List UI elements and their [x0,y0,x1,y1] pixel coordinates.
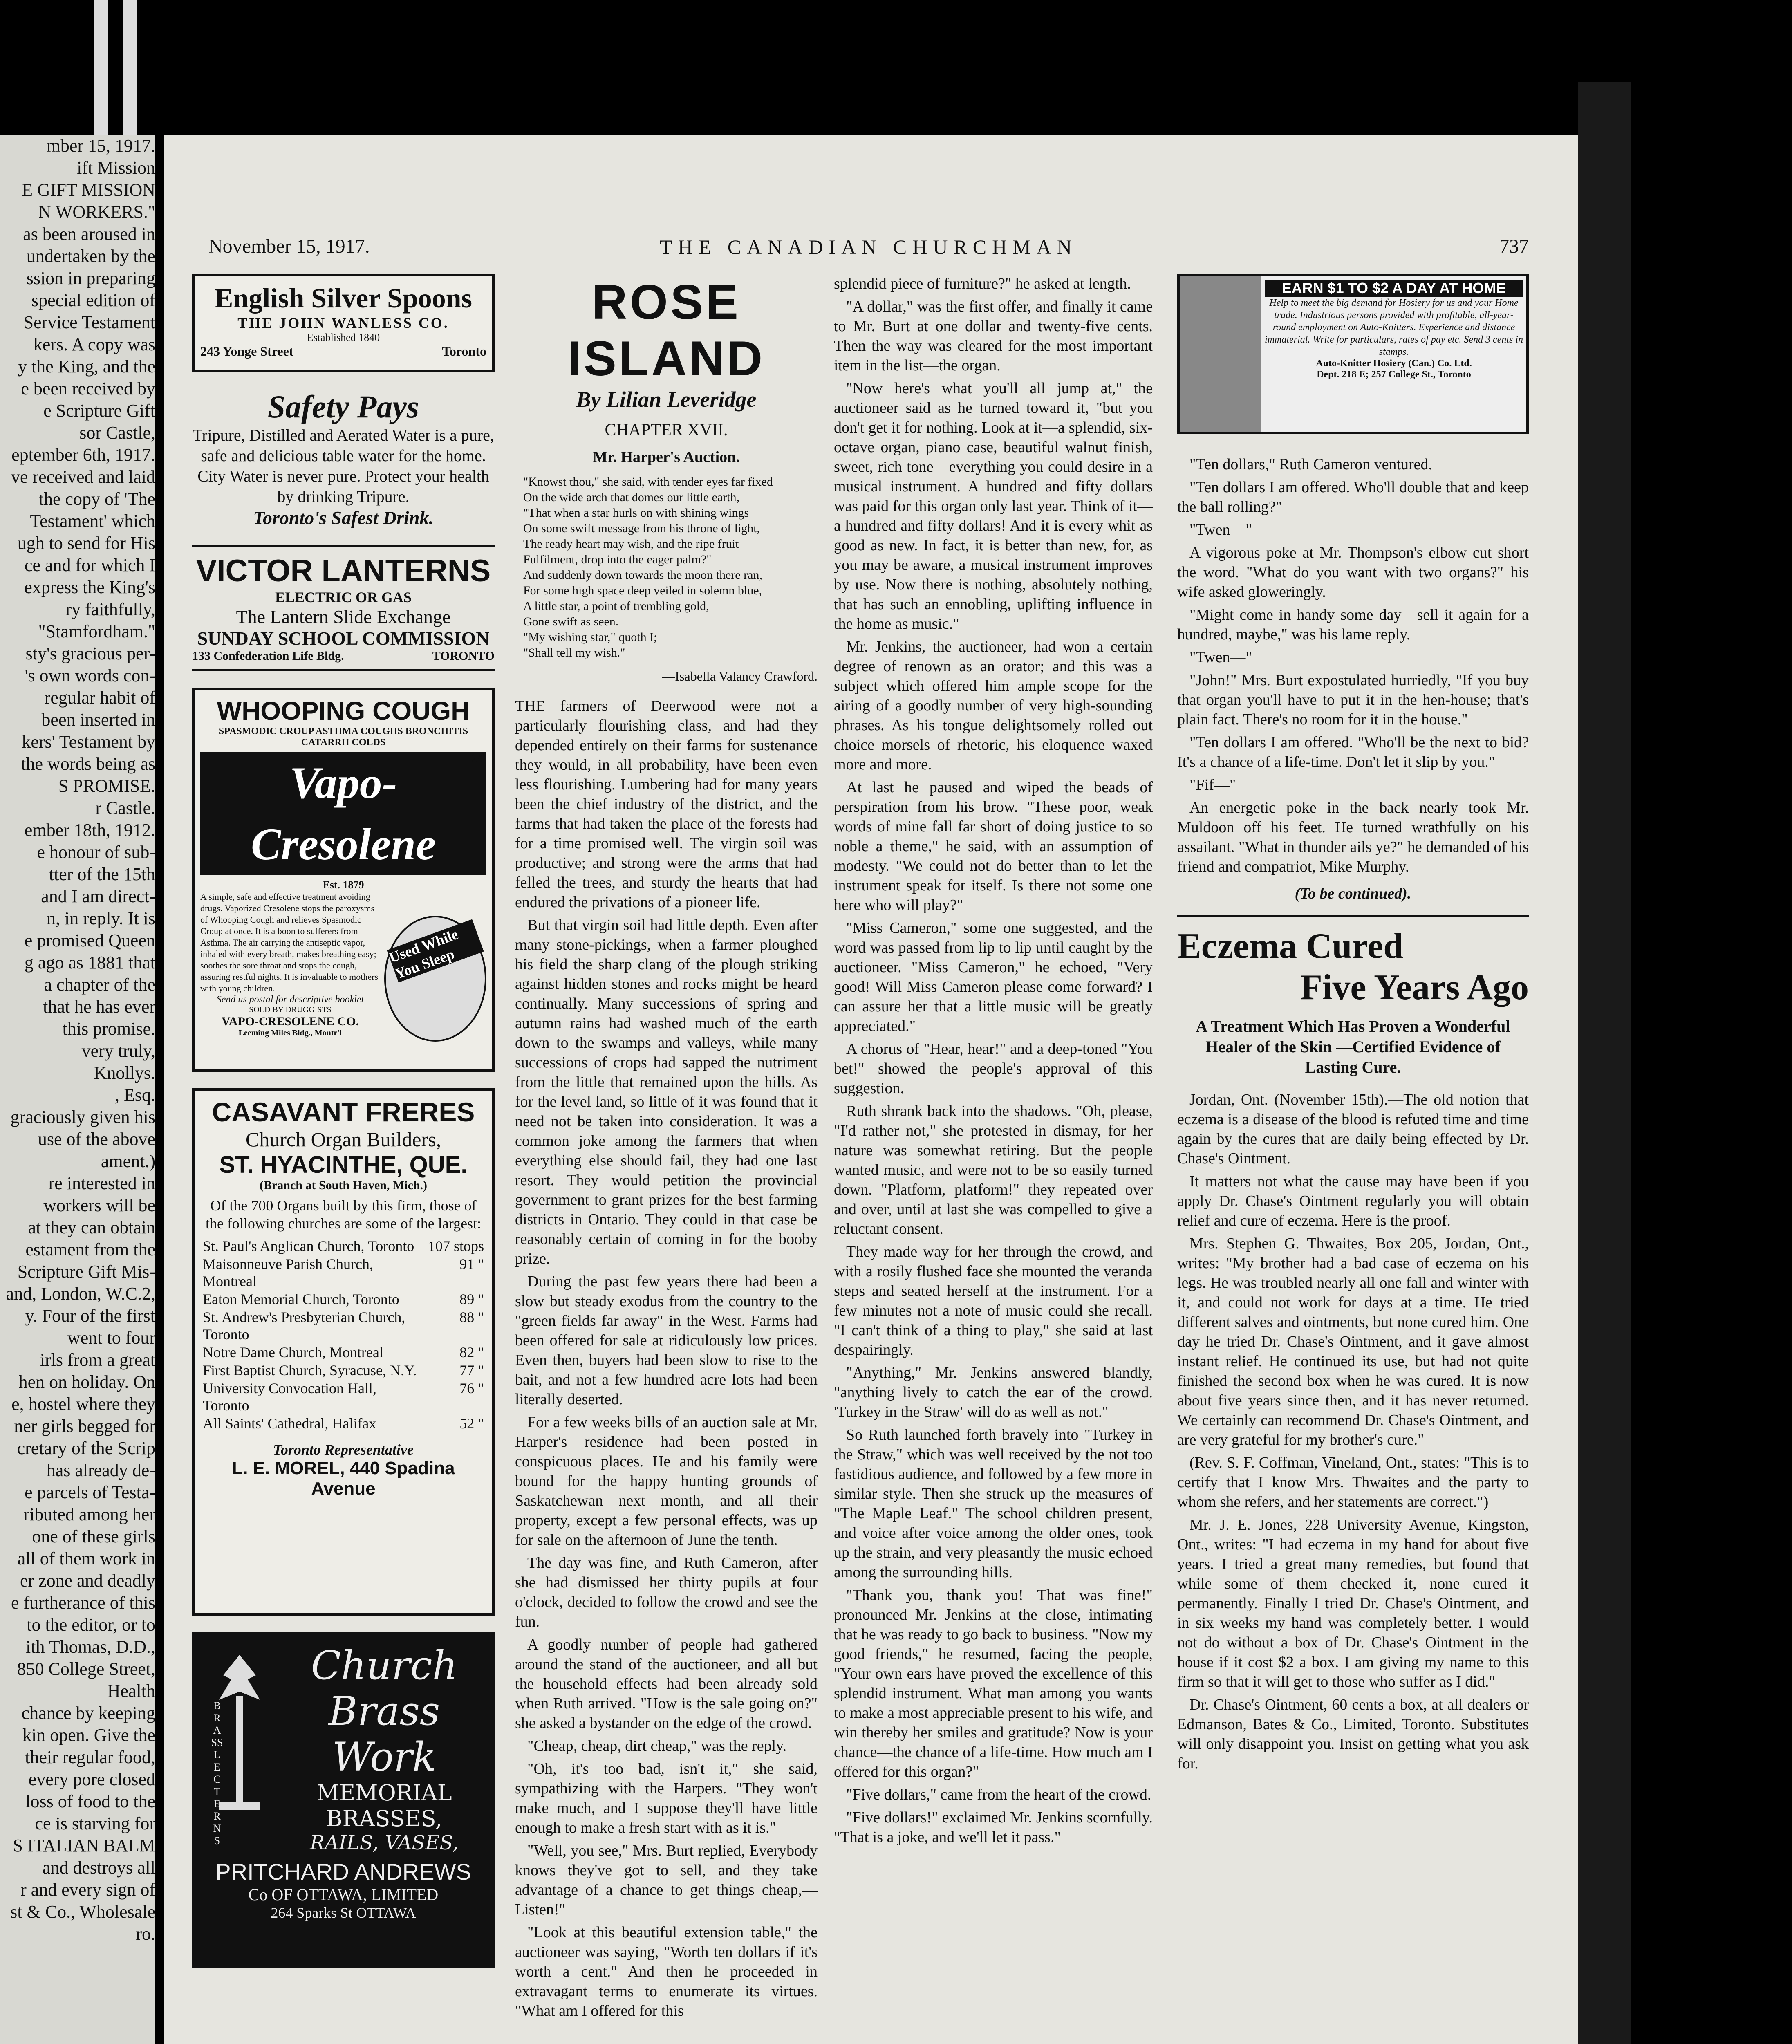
stop-count: 107 stops [428,1238,484,1254]
story-paragraph: The day was fine, and Ruth Cameron, after she had dismissed her thirty pupils at four o'clock, decided to follow the crowd and see the fun. [515,1554,818,1630]
church-name: Maisonneuve Parish Church, Montreal [203,1256,373,1289]
left-page-line: undertaken by the [26,246,155,266]
brand-logo: Vapo-Cresolene [200,752,486,875]
left-page-line: loss of food to the [25,1791,155,1811]
right-column [1177,274,1529,1777]
ad-line: Work [332,1734,436,1780]
left-page-line: at they can obtain [28,1217,155,1237]
church-name: Eaton Memorial Church, Toronto [203,1291,399,1307]
ad-title: EARN $1 TO $2 A DAY AT HOME [1265,280,1523,297]
whooping-cough-ad [192,688,495,1072]
church-name: University Convocation Hall, Toronto [203,1380,376,1414]
left-page-line: ember 18th, 1912. [24,820,155,840]
story-paragraph: During the past few years there had been a slow but steady exodus from the country to the "green fields far away" in the West. Farms had been offered for sale at ridiculously low prices. Even then, buyers had been slow to rise to the bait, and not a few hundred acre lots had been literally deserted. [515,1273,818,1408]
left-page-line: and, London, W.C.2, [6,1284,155,1304]
poem-line: "Shall tell my wish." [523,646,625,659]
organ-row [201,1291,486,1308]
ad-established: Established 1840 [307,332,380,343]
left-page-line: and destroys all [42,1858,155,1878]
ad-company: Auto-Knitter Hosiery (Can.) Co. Ltd. [1316,358,1472,369]
ad-company: VAPO-CRESOLENE CO. [221,1015,359,1028]
story-paragraph: "Look at this beautiful extension table," the auctioneer was saying, "Worth ten dollars if it's worth a cent." And then he proceeded in extravagant terms to enumerate its virtues. "What am I offered for this [515,1924,818,2019]
casavant-ad [192,1088,495,1616]
left-page-line: irls from a great [40,1350,155,1370]
story-paragraph: "Fif—" [1189,776,1236,793]
left-page-line: regular habit of [44,688,155,708]
left-page-line: ributed among her [23,1504,155,1524]
ad-line: SUNDAY SCHOOL COMMISSION [197,628,490,649]
poem-line: The ready heart may wish, and the ripe fruit [523,537,739,551]
story-paragraph: "Ten dollars," Ruth Cameron ventured. [1189,456,1433,473]
left-page-line: e Scripture Gift [43,401,155,421]
film-mark [94,0,108,147]
left-page-line: ce is starving for [35,1813,155,1833]
ad-body: A simple, safe and effective treatment avoiding drugs. Vaporized Cresolene stops the paroxysms of Whooping Cough and relieves Spasmodic Croup at once. It is a boon to sufferers from Asthma. The air carrying the antiseptic vapor, inhaled with every breath, makes breathing easy; soothes the sore throat and stops the cough, assuring restful nights. It is invaluable to mothers with young children. [200,892,379,993]
left-page-line: "Stamfordham." [38,621,155,641]
story-paragraph: "Well, you see," Mrs. Burt replied, Everybody knows they've got to sell, and they take advantage of a chance to get things cheap,—Listen!" [515,1842,818,1918]
ad-slogan: Toronto's Safest Drink. [253,507,434,528]
ad-established: Est. 1879 [323,879,364,891]
left-page-line: e, hostel where they [11,1394,155,1414]
left-page-line: sty's gracious per- [25,643,155,663]
left-page-line: ift Mission [77,158,155,178]
left-page-line: tter of the 15th [49,864,155,884]
poem-line: On the wide arch that domes our little earth, [523,491,739,504]
ad-address: 133 Confederation Life Bldg. [192,649,344,663]
church-name: All Saints' Cathedral, Halifax [203,1415,376,1432]
poem-credit: —Isabella Valancy Crawford. [662,669,818,684]
organ-row [201,1415,486,1432]
ad-badge: Used While You Sleep [387,919,484,983]
epigraph-poem [523,474,818,661]
poem-line: For some high space deep veiled in solemn blue, [523,584,762,597]
ad-company: PRITCHARD ANDREWS [215,1859,471,1885]
ad-ailments: SPASMODIC CROUP ASTHMA COUGHS BRONCHITIS CATARRH COLDS [218,726,468,748]
ad-postal: Send us postal for descriptive booklet [216,994,364,1005]
story-paragraph: "Now here's what you'll all jump at," the auctioneer said as he turned toward it, "but you don't get it for nothing. Look at it—a splendid, six-octave organ, piano case, beautiful walnut finish, sweet, rich tone—everything you could desire in a musical instrument. A hundred and fifty dollars was paid for this organ only last year. Think of it—a hundred and fifty dollars! And it is every whit as good as new. In fact, it is better than new, for, as you may be aware, a musical instrument improves by use. Now there is nothing, absolutely nothing, that has such an ennobling, uplifting influence in the home as music." [834,380,1153,632]
story-paragraph: "Five dollars," came from the heart of the crowd. [846,1786,1151,1803]
ad-address: 264 Sparks St OTTAWA [271,1905,416,1921]
church-name: St. Andrew's Presbyterian Church, Toronto [203,1309,405,1342]
left-page-line: e promised Queen [24,930,155,950]
to-be-continued: (To be continued). [1295,885,1411,902]
story-paragraph: "Twen—" [1189,521,1252,538]
poem-line: "My wishing star," quoth I; [523,630,657,644]
eczema-paragraph: (Rev. S. F. Coffman, Vineland, Ont., states: "This is to certify that I know Mrs. Thwaites and the party to whom she refers, and her statements are correct.") [1177,1454,1529,1511]
left-page-line: eptember 6th, 1917. [11,445,155,465]
sleeping-child-illustration [384,916,486,1042]
left-page-line: e furtherance of this [11,1593,155,1613]
left-page-line: ve received and laid [11,467,155,487]
film-mark [123,0,137,147]
ad-address: 243 Yonge Street [200,344,293,359]
left-page-line: S ITALIAN BALM [13,1836,155,1856]
poem-line: Gone swift as seen. [523,615,619,628]
left-page-line: has already de- [46,1460,155,1480]
left-page-line: Knollys. [94,1063,155,1083]
poem-line: And suddenly down towards the moon there ran, [523,568,762,582]
story-paragraph: A chorus of "Hear, hear!" and a deep-toned "You bet!" showed the people's approval of this suggestion. [834,1040,1153,1097]
left-page-line: use of the above [38,1129,155,1149]
story-paragraph: "Ten dollars I am offered. "Who'll be the next to bid? It's a chance of a life-time. Don't let it slip by you." [1177,734,1529,771]
eczema-text [1177,1090,1529,1773]
story-paragraph: "A dollar," was the first offer, and finally it came to Mr. Burt at one dollar and twenty-five cents. Then the way was cleared for the most important item in the list—the organ. [834,298,1153,374]
organ-row [201,1309,486,1343]
poem-line: On some swift message from his throne of light, [523,522,760,535]
ad-line: BRASSES, [326,1806,443,1831]
ad-title: Safety Pays [267,389,419,424]
left-page-line: kers' Testament by [22,732,155,752]
left-page-line: all of them work in [17,1549,155,1569]
left-page-line: E GIFT MISSION [22,180,155,200]
left-page-line: Testament' which [30,511,155,531]
stop-count: 82 " [459,1344,484,1360]
organ-row [201,1237,486,1255]
left-page-line: ament.) [101,1151,155,1171]
lectern-label: BRASS LECTERNS [211,1700,223,1847]
left-page-line: one of these girls [32,1526,155,1546]
left-page-line: r Castle. [95,798,155,818]
church-name: First Baptist Church, Syracuse, N.Y. [203,1362,417,1378]
chapter-subtitle: Mr. Harper's Auction. [593,448,740,466]
left-page-line: a chapter of the [44,975,155,995]
left-page-line: N WORKERS." [38,202,155,222]
ad-line: MEMORIAL [316,1780,452,1806]
left-page-line: y the King, and the [18,356,155,377]
book-spine [1578,82,1631,2044]
left-page-line: ssion in preparing [26,268,155,288]
ad-rep: L. E. MOREL, 440 Spadina Avenue [232,1458,455,1499]
ad-sub: ELECTRIC OR GAS [275,589,412,605]
left-page-line: sor Castle, [79,423,155,443]
ad-address: Leeming Miles Bldg., Montr'l [238,1029,342,1038]
left-page-fragment [0,135,155,2044]
eczema-paragraph: Jordan, Ont. (November 15th).—The old notion that eczema is a disease of the blood is refuted time and time again by the cures that are daily being effected by Dr. Chase's Ointment. [1177,1091,1529,1167]
ad-sub: Church Organ Builders, [245,1128,441,1151]
ad-title: English Silver Spoons [215,282,472,314]
left-page-line: S PROMISE. [58,776,155,796]
issue-date: November 15, 1917. [208,235,370,257]
left-page-line: as been aroused in [23,224,155,244]
eczema-title: Eczema Cured [1177,926,1404,966]
lanterns-ad [192,545,495,671]
left-page-line: e parcels of Testa- [25,1482,155,1502]
stop-count: 76 " [459,1380,484,1396]
knitting-woman-illustration [1180,276,1261,432]
chapter-heading: CHAPTER XVII. [605,421,728,439]
poem-line: A little star, a point of trembling gold, [523,599,709,613]
eagle-lectern-icon [211,1651,268,1847]
story-paragraph: "Five dollars!" exclaimed Mr. Jenkins scornfully. "That is a joke, and we'll let it pass." [834,1809,1153,1846]
left-page-line: chance by keeping [21,1703,155,1723]
story-paragraph: Mr. Jenkins, the auctioneer, had won a certain degree of renown as an orator; and this was a subject which offered him ample scope for the airing of a goodly number of very high-sounding phrases. As his tongue delightsomely rolled out choice morsels of rhetoric, his eloquence waxed more and more. [834,638,1153,773]
ad-company: THE JOHN WANLESS CO. [237,315,449,331]
left-page-line: ugh to send for His [17,533,155,553]
stop-count: 88 " [459,1309,484,1325]
page-header [208,235,1529,264]
spoons-ad [192,274,495,372]
story-paragraph: "Thank you, thank you! That was fine!" pronounced Mr. Jenkins at the close, intimating that he was ready to go back to business. "Now my good friends," he resumed, facing the people, "Your own ears have proved the excellence of this splendid instrument. What man among you wants to make a most appreciable present to his wife, and win thereby her smiles and gratitude? Now is your chance—the chance of a life-time. How much am I offered for this organ?" [834,1587,1153,1780]
eczema-subtitle: A Treatment Which Has Proven a Wonderful Healer of the Skin —Certified Evidence of Lasting Cure. [1196,1017,1510,1076]
story-text [1177,455,1529,876]
story-paragraph: So Ruth launched forth bravely into "Turkey in the Straw," which was well received by the not too fastidious audience, and followed by a few more in similar style. Then she struck up the measures of "The Maple Leaf." The school children present, and voice after voice among the older ones, took up the strain, and very pleasantly the music echoed among the surrounding hills. [834,1426,1153,1581]
story-paragraph: Ruth shrank back into the shadows. "Oh, please, "I'd rather not," she protested in dismay, for her nature was somewhat retiring. But the people wanted music, and were not to be so easily turned down. "Platform, platform!" they repeated over and over, until at last she was compelled to give a reluctant consent. [834,1103,1153,1237]
ad-body: Help to meet the big demand for Hosiery for us and your Home trade. Industrious persons provided with profitable, all-year-round employment on Auto-Knitters. Experience and distance immaterial. Write for particulars, rates of pay etc. Send 3 cents in stamps. [1265,298,1523,357]
story-paragraph: "John!" Mrs. Burt expostulated hurriedly, "If you buy that organ you'll have to put it in the hen-house; that's plain fact. There's no room for it in the house." [1177,672,1529,728]
left-page-line: been inserted in [41,710,155,730]
safety-ad [192,388,495,529]
left-page-line: er zone and deadly [20,1571,155,1591]
story-paragraph: "Oh, it's too bad, isn't it," she said, sympathizing with the Harpers. "They won't make much, and I suppose they'll have little enough to make a fresh start with as it is." [515,1760,818,1836]
story-paragraph: splendid piece of furniture?" he asked at length. [834,275,1131,292]
left-page-line: r and every sign of [20,1880,155,1900]
story-paragraph: "Cheap, cheap, dirt cheap," was the reply. [527,1737,787,1755]
church-name: St. Paul's Anglican Church, Toronto [203,1238,414,1254]
left-page-line: that he has ever [43,997,155,1017]
left-page-line: mber 15, 1917. [46,136,155,156]
story-paragraph: "Twen—" [1189,649,1252,666]
poem-line: "Knowst thou," she said, with tender eyes far fixed [523,475,773,489]
newspaper-page [164,135,1578,2044]
story-paragraph: At last he paused and wiped the beads of perspiration from his brow. "These poor, weak words of mine fall far short of doing justice to so noble a theme," he said, with an assumption of modesty. "We could not do better than to let the instrument speak for itself. Is there not some one here who will play?" [834,779,1153,914]
eczema-paragraph: It matters not what the cause may have been if you apply Dr. Chase's Ointment regularly you will obtain relief and cure of eczema. Here is the proof. [1177,1173,1529,1229]
story-paragraph: But that virgin soil had little depth. Even after many stone-pickings, when a farmer ploughed his field the sharp clang of the plough striking against hidden stones and rocks might be heard continually. Many successions of spring and autumn rains had washed much of the earth down to the swamps and valleys, while many successions of crops had sapped the nutriment from the little that remained upon the hills. As for the level land, so little of it was found that it need not be taken into consideration. It was a common joke among the farmers that when everything else should fail, they had one last resort. They would petition the provincial government to grant prizes for the best farming districts in Ontario. They could in that case be reasonably certain of coming in for the booby prize. [515,917,818,1267]
page-number: 737 [1499,235,1529,257]
left-page-line: e honour of sub- [37,842,155,862]
left-page-line: this promise. [62,1019,155,1039]
left-page-line: Service Testament [23,312,155,332]
left-page-line: ro. [136,1924,155,1944]
ad-rep-label: Toronto Representative [273,1441,414,1458]
story-paragraph: They made way for her through the crowd, and with a rosily flushed face she mounted the veranda steps and seated herself at the instrument. For a few minutes not a note of music could she recall. "I can't think of a thing to play," she said at last despairingly. [834,1243,1153,1358]
left-page-line: ith Thomas, D.D., [26,1637,155,1657]
left-page-line: kers. A copy was [33,334,155,354]
left-page-line: workers will be [43,1195,155,1215]
left-page-line: Health [107,1681,155,1701]
left-page-line: ry faithfully, [65,599,155,619]
eczema-paragraph: Mrs. Stephen G. Thwaites, Box 205, Jordan, Ont., writes: "My brother had a bad case of eczema on his legs. He was troubled nearly all one fall and winter with it, and could not work for days at a time. He tried different salves and ointments, but none cured him. One day he tried Dr. Chase's Ointment, and it gave almost instant relief. He continued its use, but had not quite finished the second box when he was cured. It is now about five years since then, and it has never returned. We certainly can recommend Dr. Chase's Ointment, and are very grateful for my brother's cure." [1177,1235,1529,1448]
left-page-line: y. Four of the first [25,1306,155,1326]
left-page-line: estament from the [25,1239,155,1260]
ad-title: WHOOPING COUGH [217,696,470,726]
ad-line: RAILS, VASES, [310,1831,459,1854]
left-page-line: n, in reply. It is [47,908,155,928]
left-page-line: graciously given his [10,1107,155,1127]
left-page-line: , Esq. [115,1085,155,1105]
left-page-line: Scripture Gift Mis- [17,1262,155,1282]
ad-line: Church [311,1643,458,1688]
ads-column [192,274,495,1968]
story-column-2 [834,274,1153,1850]
organ-list [200,1237,486,1433]
left-page-line: hen on holiday. On [18,1372,155,1392]
left-page-line: re interested in [48,1173,155,1193]
organ-row [201,1380,486,1414]
eczema-paragraph: Mr. J. E. Jones, 228 University Avenue, Kingston, Ont., writes: "I had eczema in my hand for about five years. I tried a great many remedies, but found that while some of them checked it, none cured it permanently. Finally I tried Dr. Chase's Ointment, and in six weeks my hand was completely better. I would not do without a box of Dr. Chase's Ointment in the house if it cost $2 a box. I am giving my name to this firm so that it will get to those who suffer as I did." [1177,1516,1529,1690]
left-page-line: their regular food, [25,1747,155,1767]
eczema-title: Five Years Ago [1300,968,1529,1007]
ad-city: TORONTO [432,649,495,663]
story-paragraph: "Anything," Mr. Jenkins answered blandly, "anything lively to catch the ear of the crowd. 'Turkey in the Straw' will do as well as not." [834,1364,1153,1421]
ad-line: The Lantern Slide Exchange [236,606,451,627]
left-page-line: 's own words con- [25,666,155,686]
ad-city: ST. HYACINTHE, QUE. [219,1152,468,1178]
story-paragraph: "Ten dollars I am offered. Who'll double that and keep the ball rolling?" [1177,479,1529,515]
story-author: By Lilian Leveridge [576,387,757,412]
story-column-1 [515,274,818,2024]
story-paragraph: An energetic poke in the back nearly took Mr. Muldoon off his feet. He turned wrathfully on his assailant. "What in thunder ails ye?" he demanded of his friend and compatriot, Mike Murphy. [1177,799,1529,875]
left-page-line: g ago as 1881 that [24,953,155,973]
organ-row [201,1344,486,1361]
left-page-line: e been received by [21,379,155,399]
stop-count: 77 " [459,1362,484,1378]
ad-company-line: Co OF OTTAWA, LIMITED [248,1885,439,1904]
auto-knitter-ad [1177,274,1529,434]
left-page-line: ner girls begged for [14,1416,155,1436]
ad-title: VICTOR LANTERNS [196,554,491,588]
left-page-line: every pore closed [28,1769,155,1789]
left-page-line: very truly, [81,1041,155,1061]
ad-intro: Of the 700 Organs built by this firm, those of the following churches are some of the largest: [205,1197,482,1232]
left-page-line: st & Co., Wholesale [10,1902,155,1922]
story-paragraph: A goodly number of people had gathered around the stand of the auctioneer, and all but the household effects had been already sold when Ruth arrived. "How is the sale going on?" she asked a bystander on the edge of the crowd. [515,1636,818,1732]
story-text [515,696,818,2021]
poem-line: "That when a star hurls on with shining wings [523,506,749,520]
poem-line: Fulfilment, drop into the eager palm?" [523,553,712,566]
left-page-line: kin open. Give the [22,1725,155,1745]
left-page-line: special edition of [31,290,155,310]
stop-count: 89 " [459,1291,484,1307]
left-page-line: the copy of 'The [38,489,155,509]
story-paragraph: For a few weeks bills of an auction sale at Mr. Harper's residence had been posted in conspicuous places. He and his family were bound for the happy hunting grounds of Saskatchewan next month, and all their property, except a few personal effects, was up for sale on the afternoon of June the tenth. [515,1414,818,1549]
ad-address: Dept. 218 E; 257 College St., Toronto [1317,369,1471,380]
ad-branch: (Branch at South Haven, Mich.) [259,1179,427,1192]
ad-city: Toronto [442,344,486,359]
left-page-line: to the editor, or to [27,1615,155,1635]
organ-row [201,1362,486,1379]
story-paragraph: "Miss Cameron," some one suggested, and the word was passed from lip to lip until caught by the auctioneer. "Miss Cameron," he echoed, "Very good! Will Miss Cameron please come forward? I can assure her that a little music will be greatly appreciated." [834,919,1153,1035]
ad-title: CASAVANT FRERES [212,1097,475,1127]
story-paragraph: A vigorous poke at Mr. Thompson's elbow cut short the word. "What do you want with two organs?" his wife asked gloweringly. [1177,544,1529,601]
left-page-line: cretary of the Scrip [17,1438,155,1458]
story-title: ROSE ISLAND [567,275,765,386]
left-page-line: express the King's [24,577,155,597]
ad-number: 24 [472,752,482,764]
stop-count: 52 " [459,1415,484,1432]
brass-work-ad [192,1632,495,1968]
ad-sold: SOLD BY DRUGGISTS [249,1005,332,1014]
masthead: THE CANADIAN CHURCHMAN [660,235,1077,258]
organ-row [201,1255,486,1290]
stop-count: 91 " [459,1256,484,1272]
ad-body: Tripure, Distilled and Aerated Water is a pure, safe and delicious table water for the home. City Water is never pure. Protect your health by drinking Tripure. [193,426,494,506]
story-paragraph: THE farmers of Deerwood were not a particularly flourishing class, and had they depended entirely on their farms for sustenance they would, in all probability, have been even less flourishing. Lumbering had for many years been the chief industry of the district, and the farms that had taken the place of the forests had for a time promised well. The virgin soil was productive; and strong were the arms that had felled the trees, and sturdy the hearts that had endured the privations of a pioneer life. [515,697,818,911]
left-page-line: went to four [67,1328,155,1348]
eczema-paragraph: Dr. Chase's Ointment, 60 cents a box, at all dealers or Edmanson, Bates & Co., Limited, Toronto. Substitutes will only disappoint you. Insist on getting what you ask for. [1177,1696,1529,1772]
ad-line: Brass [328,1688,440,1734]
left-page-line: 850 College Street, [17,1659,155,1679]
left-page-line: and I am direct- [41,886,155,906]
church-name: Notre Dame Church, Montreal [203,1344,383,1360]
left-page-line: ce and for which I [24,555,155,575]
left-page-line: the words being as [21,754,155,774]
story-paragraph: "Might come in handy some day—sell it again for a hundred, maybe," was his lame reply. [1177,606,1529,643]
